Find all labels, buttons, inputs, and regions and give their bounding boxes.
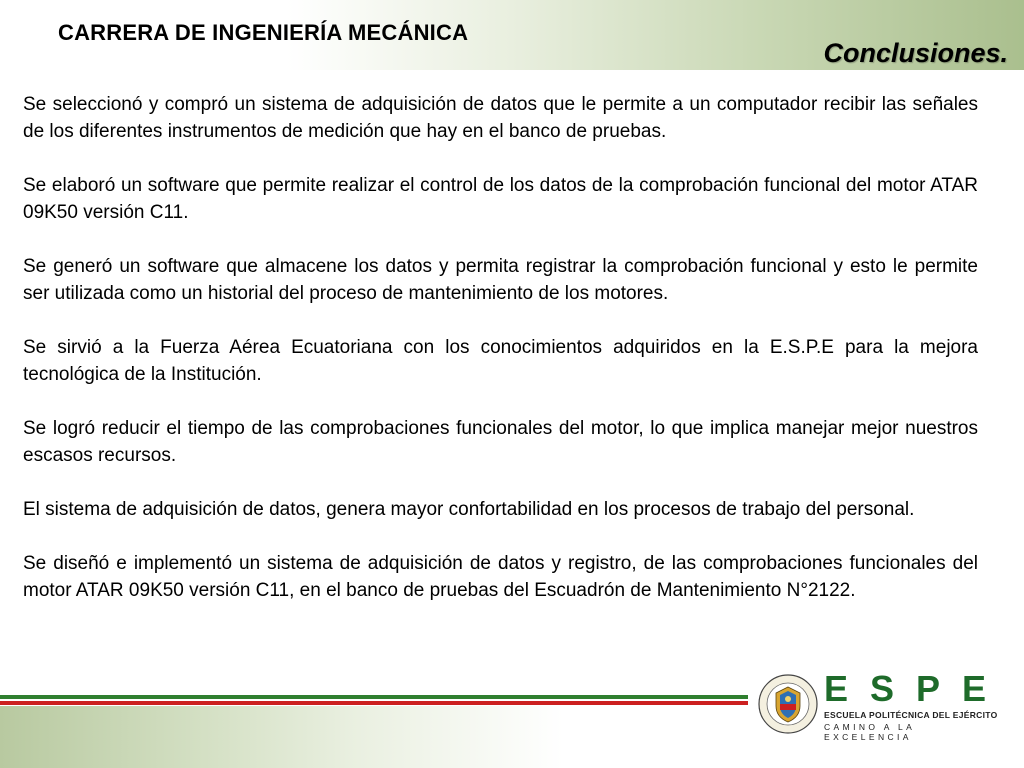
logo-subtitle: ESCUELA POLITÉCNICA DEL EJÉRCITO	[824, 710, 998, 720]
divider-stripe-red	[0, 701, 748, 705]
espe-logo	[752, 668, 1009, 742]
seal-icon	[758, 674, 818, 734]
program-title: CARRERA DE INGENIERÍA MECÁNICA	[58, 20, 469, 45]
logo-wordmark: ESPE	[824, 668, 1009, 709]
conclusions-list	[23, 91, 978, 604]
conclusion-paragraph: Se generó un software que almacene los datos y permita registrar la comprobación funcional y esto le permite ser utilizada como un historial del proceso de mantenimiento de los motores.	[23, 256, 978, 304]
conclusion-paragraph: Se logró reducir el tiempo de las comprobaciones funcionales del motor, lo que implica manejar mejor nuestros escasos recursos.	[23, 418, 978, 466]
conclusion-paragraph: El sistema de adquisición de datos, genera mayor confortabilidad en los procesos de trabajo del personal.	[23, 499, 915, 520]
conclusion-paragraph: Se diseñó e implementó un sistema de adquisición de datos y registro, de las comprobaciones funcionales del motor ATAR 09K50 versión C11, en el banco de pruebas del Escuadrón de Mantenimiento N°2122.	[23, 553, 978, 601]
slide-title: Conclusiones.	[823, 38, 1008, 68]
conclusion-paragraph: Se sirvió a la Fuerza Aérea Ecuatoriana con los conocimientos adquiridos en la E.S.P.E para la mejora tecnológica de la Institución.	[23, 337, 978, 385]
conclusion-paragraph: Se seleccionó y compró un sistema de adquisición de datos que le permite a un computador recibir las señales de los diferentes instrumentos de medición que hay en el banco de pruebas.	[23, 94, 978, 142]
logo-motto: CAMINO A LA EXCELENCIA	[824, 722, 915, 742]
conclusion-paragraph: Se elaboró un software que permite realizar el control de los datos de la comprobación funcional del motor ATAR 09K50 versión C11.	[23, 175, 978, 223]
